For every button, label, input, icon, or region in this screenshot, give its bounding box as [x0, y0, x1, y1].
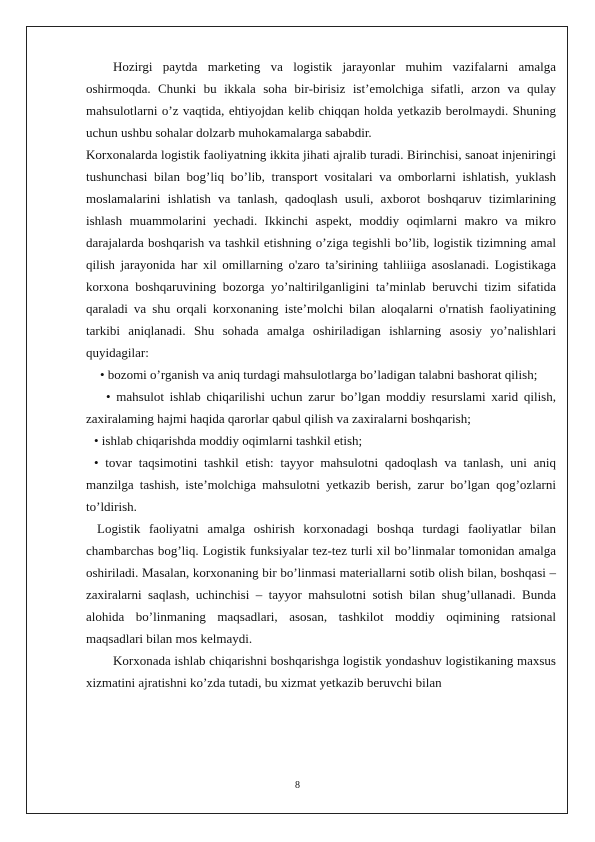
list-item-resources: • mahsulot ishlab chiqarilishi uchun zarur bo’lgan moddiy resurslami xarid qilish, zaxiralaming hajmi haqida qarorlar qabul qilish va zaxiralarni boshqarish; [86, 389, 556, 426]
paragraph-approach: Korxonada ishlab chiqarishni boshqarishga logistik yondashuv logistikaning maxsus xizmatini ajratishni ko’zda tutadi, bu xizmat yetkazib beruvchi bilan [86, 653, 556, 690]
list-item-flows: • ishlab chiqarishda moddiy oqimlarni tashkil etish; [94, 433, 363, 448]
paragraph-functions: Logistik faoliyatni amalga oshirish korxonadagi boshqa turdagi faoliyatlar bilan chambarchas bog’liq. Logistik funksiyalar tez-tez turli xil bo’linmalar tomonidan amalga oshiriladi. Masalan, korxonaning bir bo’linmasi materiallarni sotib olish bilan, boshqasi – zaxiralarni saqlash, uchinchisi – tayyor mahsulotni sotish bilan shug’ullanadi. Bunda alohida bo’linmaning maqsadlari, asosan, tashkilot moddiy oqimining ratsional maqsadlari bilan mos kelmaydi. [86, 521, 556, 646]
list-item-distribution: • tovar taqsimotini tashkil etish: tayyor mahsulotni qadoqlash va tanlash, uni aniq manzilga tashish, iste’molchiga mahsulotni yetkazib berish, zarur bo’lgan qog’ozlarni to’ldirish. [86, 455, 556, 514]
document-body [86, 56, 556, 694]
paragraph-intro: Hozirgi paytda marketing va logistik jarayonlar muhim vazifalarni amalga oshirmoqda. Chunki bu ikkala soha bir-birisiz ist’emolchiga sifatli, arzon va qulay mahsulotlarni o’z vaqtida, ehtiyojdan kelib chiqqan holda yetkazib berolmaydi. Shuning uchun ushbu sohalar dolzarb muhokamalarga sababdir. [86, 59, 556, 140]
page-number: 8 [295, 780, 300, 791]
list-item-market: • bozomi o’rganish va aniq turdagi mahsulotlarga bo’ladigan talabni bashorat qilish; [100, 367, 538, 382]
paragraph-aspects: Korxonalarda logistik faoliyatning ikkita jihati ajralib turadi. Birinchisi, sanoat injeniringi tushunchasi bilan bog’liq bo’lib, transport vositalari va omborlarni ishlatish, yuklash moslamalarini ishlatish va tanlash, qadoqlash usuli, axborot boshqaruv tizimlarining ishlash muammolarini yechadi. Ikkinchi aspekt, moddiy oqimlarni makro va mikro darajalarda boshqarish va tashkil etishning o’ziga tegishli bo’lib, logistik tizimning amal qilish jarayonida har xil omillarning o'zaro ta’sirining tahliiiga asoslanadi. Logistikaga korxona boshqaruvining bozorga yo’naltirilganligini ta’minlab beruvchi tizim sifatida qaraladi va shu orqali korxonaning iste’molchi bilan aloqalarni o'rnatish faoliyatining tarkibi aniqlanadi. Shu sohada amalga oshiriladigan ishlarning asosiy yo’nalishlari quyidagilar: [86, 147, 556, 360]
